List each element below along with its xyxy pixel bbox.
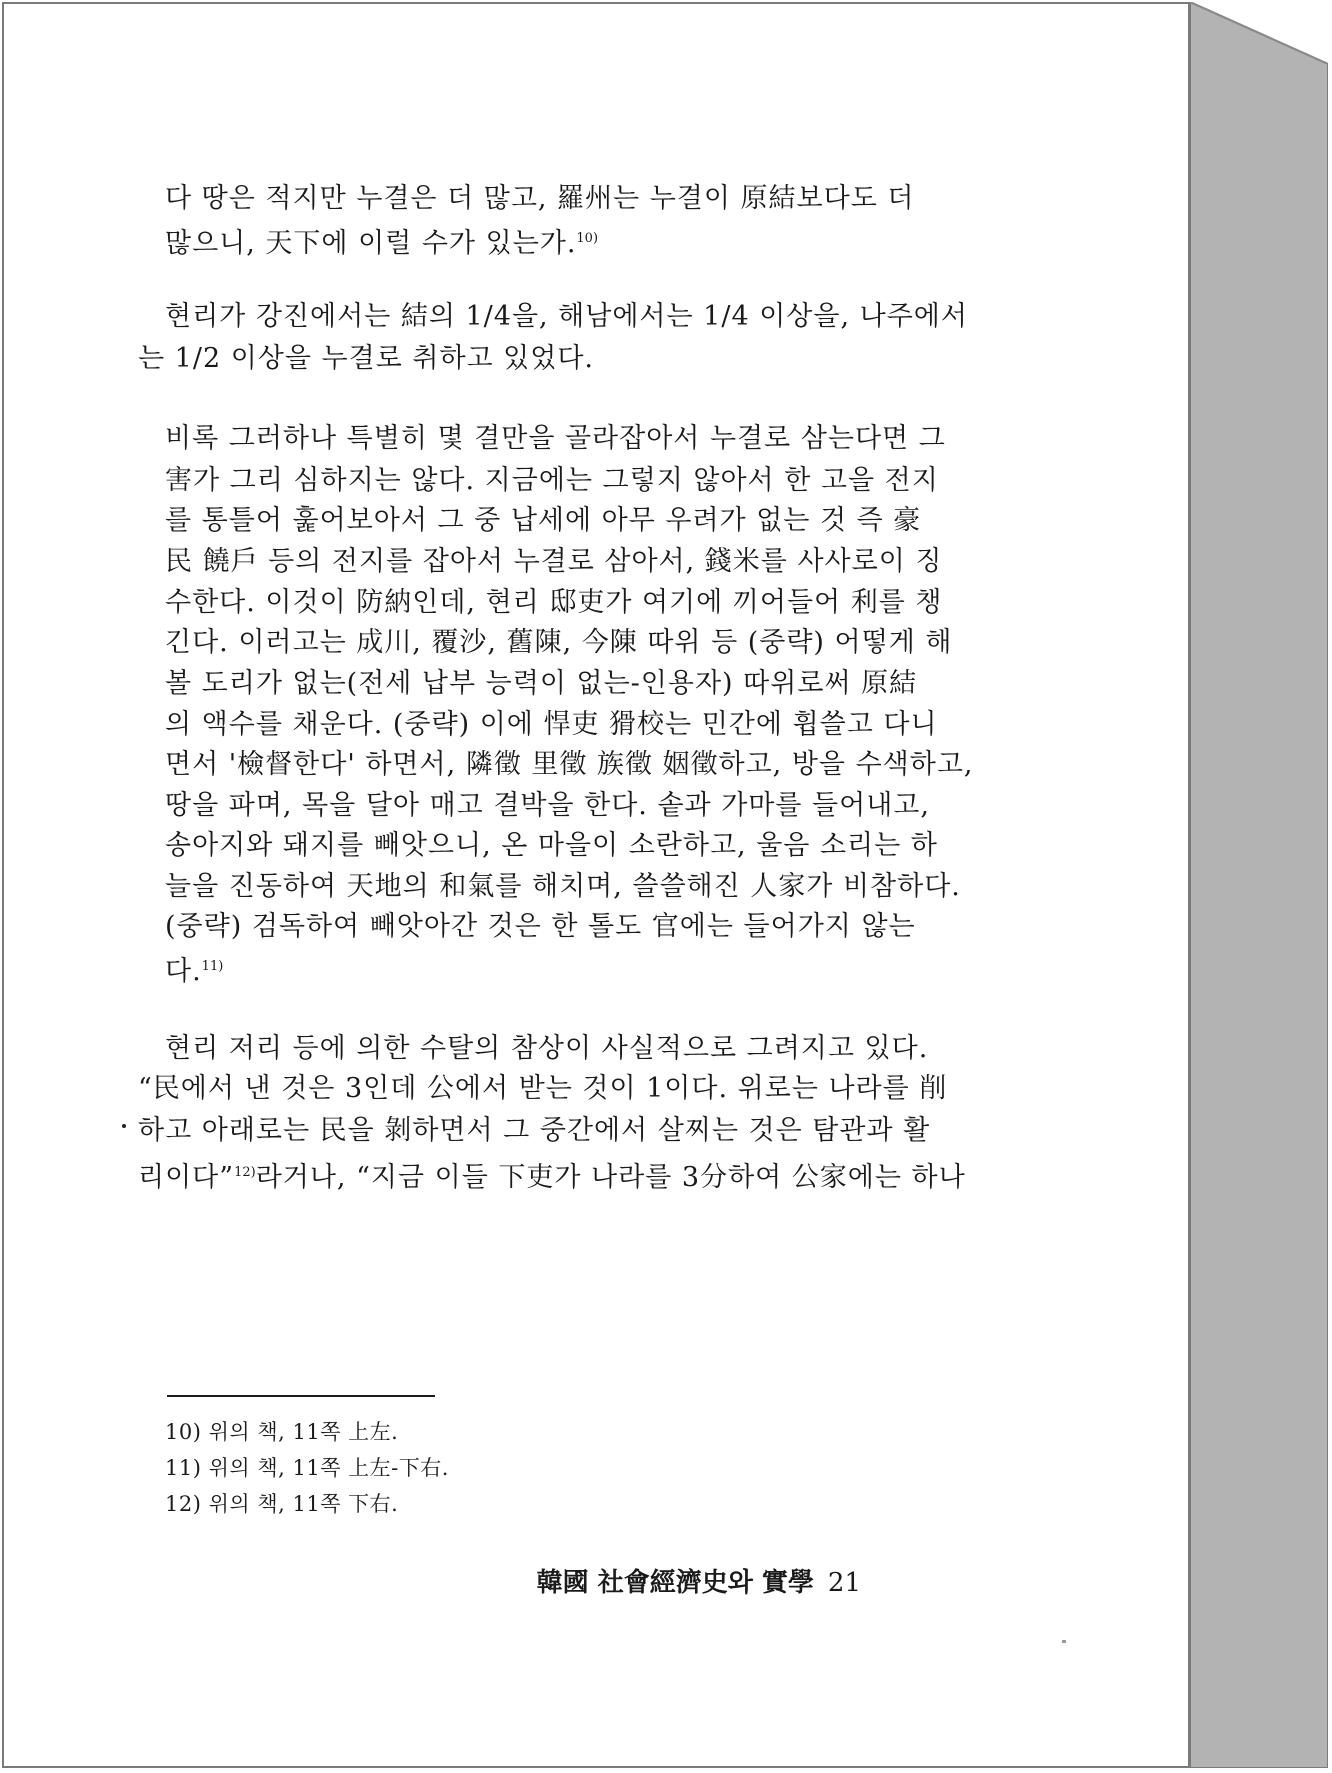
footnote-11: 11) 위의 책, 11쪽 上左-下右. [165, 1456, 449, 1480]
quote1-line-2-text: 많으니, 天下에 이럴 수가 있는가. [165, 228, 577, 259]
para1-line-1: 현리가 강진에서는 結의 1/4을, 해남에서는 1/4 이상을, 나주에서 [165, 301, 968, 332]
quote2-line-11: 송아지와 돼지를 빼앗으니, 온 마을이 소란하고, 울음 소리는 하 [165, 830, 938, 861]
quote2-line-12: 늘을 진동하여 天地의 和氣를 해치며, 쓸쓸해진 人家가 비참하다. [165, 871, 961, 902]
quote2-line-4: 民 饒戶 등의 전지를 잡아서 누결로 삼아서, 錢米를 사사로이 징 [165, 546, 943, 577]
running-footer-title: 韓國 社會經濟史와 實學 [536, 1568, 814, 1598]
quote1-line-2 [165, 222, 598, 261]
quote2-line-8: 의 액수를 채운다. (중략) 이에 悍吏 猾校는 민간에 휩쓸고 다니 [165, 709, 938, 740]
quote2-line-10: 땅을 파며, 목을 달아 매고 결박을 한다. 솥과 가마를 들어내고, [165, 790, 930, 821]
quote2-line-3: 를 통틀어 훑어보아서 그 중 납세에 아무 우려가 없는 것 즉 豪 [165, 505, 922, 536]
stray-mark [1062, 1640, 1066, 1643]
para2-line-4-start: 리이다” [138, 1162, 235, 1193]
quote2-line-5: 수한다. 이것이 防納인데, 현리 邸吏가 여기에 끼어들어 利를 챙 [165, 587, 943, 618]
footnote-ref-10[interactable]: 10) [576, 231, 599, 246]
footnote-12: 12) 위의 책, 11쪽 下右. [165, 1492, 399, 1516]
para2-line-2: “民에서 낸 것은 3인데 公에서 받는 것이 1이다. 위로는 나라를 削 [138, 1073, 948, 1104]
para2-line-4-end: 라거나, “지금 이들 下吏가 나라를 3分하여 公家에는 하나 [255, 1162, 966, 1193]
book-page [2, 2, 1190, 1768]
para2-line-1: 현리 저리 등에 의한 수탈의 참상이 사실적으로 그려지고 있다. [165, 1033, 929, 1064]
quote2-line-13: (중략) 검독하여 빼앗아간 것은 한 톨도 官에는 들어가지 않는 [165, 911, 916, 942]
quote1-line-1: 다 땅은 적지만 누결은 더 많고, 羅州는 누결이 原結보다도 더 [165, 183, 915, 214]
footnote-ref-12[interactable]: 12) [234, 1165, 256, 1180]
stray-print-dot [122, 1124, 126, 1128]
quote2-line-1: 비록 그러하나 특별히 몇 결만을 골라잡아서 누결로 삼는다면 그 [165, 423, 946, 454]
quote2-line-2: 害가 그리 심하지는 않다. 지금에는 그렇지 않아서 한 고을 전지 [165, 465, 939, 496]
footnote-ref-11[interactable]: 11) [201, 959, 224, 974]
para2-line-4 [138, 1156, 966, 1195]
footnote-separator [167, 1395, 435, 1397]
para1-line-2: 는 1/2 이상을 누결로 취하고 있었다. [138, 343, 595, 374]
quote2-line-6: 긴다. 이러고는 成川, 覆沙, 舊陳, 今陳 따위 등 (중략) 어떻게 해 [165, 627, 953, 658]
quote2-line-14 [165, 950, 223, 989]
quote2-line-9: 면서 '檢督한다' 하면서, 隣徵 里徵 族徵 姻徵하고, 방을 수색하고, [165, 749, 974, 780]
page-number: 21 [827, 1568, 861, 1598]
running-footer [537, 1562, 861, 1599]
quote2-line-14-text: 다. [165, 956, 202, 987]
para2-line-3: 하고 아래로는 民을 剝하면서 그 중간에서 살찌는 것은 탐관과 활 [138, 1115, 931, 1146]
footnote-10: 10) 위의 책, 11쪽 上左. [165, 1420, 399, 1444]
book-page-edge [1190, 2, 1328, 1768]
quote2-line-7: 볼 도리가 없는(전세 납부 능력이 없는-인용자) 따위로써 原結 [165, 668, 918, 699]
